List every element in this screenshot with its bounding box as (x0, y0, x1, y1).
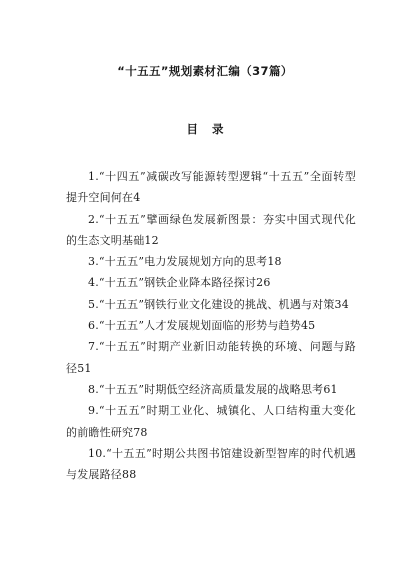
toc-entry[interactable] (66, 251, 356, 272)
toc-entry-title: 4.“十五五”钢铁企业降本路径探讨 (88, 276, 257, 290)
toc-entry-page: 34 (334, 297, 349, 311)
toc-entry-page: 61 (323, 382, 338, 396)
toc-entry-page: 26 (256, 276, 271, 290)
toc-entry-title: 2.“十五五”擘画绿色发展新图景：夯实中国式现代化的生态文明基础 (66, 212, 356, 247)
toc-entry[interactable] (66, 400, 356, 443)
toc-entry-page: 18 (267, 255, 282, 269)
toc-entry-title: 6.“十五五”人才发展规划面临的形势与趋势 (88, 319, 301, 333)
toc-entry-title: 7.“十五五”时期产业新旧动能转换的环境、问题与路径 (66, 340, 356, 375)
toc-entry[interactable] (66, 294, 356, 315)
toc-entry-page: 45 (300, 319, 316, 333)
toc-entry-title: 9.“十五五”时期工业化、城镇化、人口结构重大变化的前瞻性研究 (66, 404, 356, 439)
toc-entry[interactable] (66, 379, 356, 400)
toc-entry-title: 10.“十五五”时期公共图书馆建设新型智库的时代机遇与发展路径 (66, 446, 356, 482)
toc-entry[interactable] (66, 315, 356, 336)
toc-entry-page: 12 (144, 233, 159, 247)
toc-entry[interactable] (66, 336, 356, 379)
toc-entry[interactable] (66, 166, 356, 209)
toc-entry-page: 78 (133, 425, 148, 439)
toc-entry-page: 4 (133, 191, 141, 205)
toc-heading-char: 录 (212, 122, 224, 136)
toc-heading-char: 目 (186, 122, 198, 136)
document-title: “十五五”规划素材汇编（37篇） (117, 64, 293, 78)
toc-list (66, 166, 356, 485)
toc-entry[interactable] (66, 209, 356, 252)
toc-entry-title: 3.“十五五”电力发展规划方向的思考 (88, 255, 268, 269)
toc-entry[interactable] (66, 272, 356, 293)
toc-entry[interactable] (66, 443, 356, 486)
toc-heading (0, 121, 410, 137)
toc-entry-title: 8.“十五五”时期低空经济高质量发展的战略思考 (88, 382, 324, 396)
toc-entry-title: 5.“十五五”钢铁行业文化建设的挑战、机遇与对策 (88, 297, 335, 311)
toc-entry-title: 1.“十四五”减碳改写能源转型逻辑“十五五”全面转型提升空间何在 (66, 170, 356, 205)
toc-entry-page: 51 (77, 361, 92, 375)
toc-entry-page: 88 (122, 468, 137, 482)
